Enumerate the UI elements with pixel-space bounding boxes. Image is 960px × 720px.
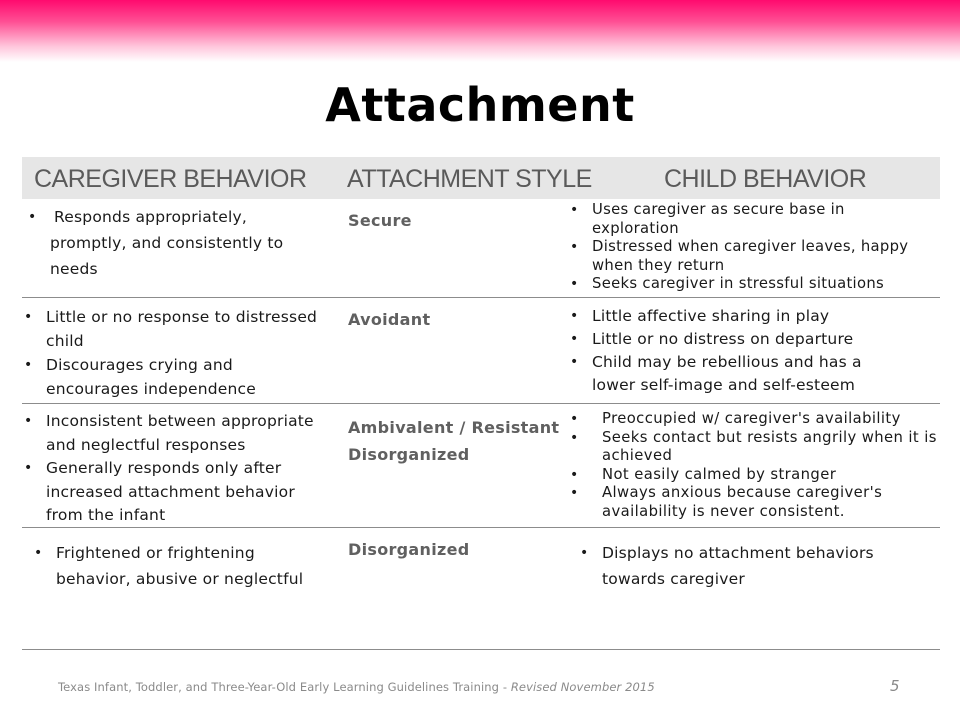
table-header — [22, 157, 940, 199]
row-secure-child — [566, 201, 926, 294]
header-attachment-style: ATTACHMENT STYLE — [347, 165, 592, 193]
style-avoidant: Avoidant — [348, 310, 431, 329]
list-item: • Child may be rebellious and has a lower self-image and self-esteem — [570, 353, 862, 394]
caregiver-text: Little or no response to distressed child — [46, 308, 318, 350]
list-item: • Not easily calmed by stranger — [570, 465, 837, 483]
style-ambivalent-resistant: Ambivalent / Resistant — [348, 418, 560, 437]
list-item: • Displays no attachment behaviors towards caregiver — [580, 544, 874, 588]
top-gradient-band — [0, 0, 960, 62]
row-divider — [22, 403, 940, 404]
table-bottom-rule — [22, 649, 940, 650]
row-disorganized-caregiver — [30, 540, 320, 592]
list-item: • Generally responds only after increased attachment behavior from the infant — [24, 459, 295, 524]
list-item: • Little affective sharing in play — [570, 307, 830, 325]
caregiver-text: Generally responds only after increased attachment behavior from the infant — [46, 459, 295, 524]
caregiver-text: Frightened or frightening behavior, abusive or neglectful — [56, 544, 304, 588]
slide-title: Attachment — [325, 78, 635, 132]
list-item: • Preoccupied w/ caregiver's availability — [570, 410, 901, 427]
list-item: • Distressed when caregiver leaves, happy when they return — [570, 238, 909, 274]
list-item: • Frightened or frightening behavior, abusive or neglectful — [34, 544, 304, 588]
child-text: Not easily calmed by stranger — [602, 465, 837, 483]
child-text: Displays no attachment behaviors towards caregiver — [602, 544, 874, 588]
header-caregiver-behavior: CAREGIVER BEHAVIOR — [34, 165, 307, 193]
caregiver-text: Responds appropriately, promptly, and consistently to needs — [50, 208, 284, 278]
child-text: Uses caregiver as secure base in exploration — [592, 201, 845, 237]
caregiver-text: Inconsistent between appropriate and neglectful responses — [46, 412, 314, 454]
list-item: • Uses caregiver as secure base in exploration — [570, 201, 845, 237]
child-text: Preoccupied w/ caregiver's availability — [602, 410, 901, 427]
style-disorganized: Disorganized — [348, 540, 470, 559]
header-child-behavior: CHILD BEHAVIOR — [664, 165, 867, 193]
list-item: • Seeks contact but resists angrily when it is achieved — [570, 428, 937, 464]
list-item: • Little or no response to distressed child — [24, 308, 318, 350]
row-divider — [22, 297, 940, 298]
child-text: Little or no distress on departure — [592, 330, 854, 348]
list-item: • Always anxious because caregiver's availability is never consistent. — [570, 484, 883, 520]
child-text: Distressed when caregiver leaves, happy when they return — [592, 238, 909, 274]
row-ambivalent-child — [566, 410, 942, 521]
list-item: • Responds appropriately, promptly, and consistently to needs — [28, 208, 284, 278]
child-text: Child may be rebellious and has a lower self-image and self-esteem — [592, 353, 862, 394]
row-secure-caregiver — [24, 204, 314, 282]
style-secure: Secure — [348, 211, 412, 230]
row-avoidant-child — [566, 305, 906, 397]
child-text: Seeks contact but resists angrily when it is achieved — [602, 428, 937, 464]
child-text: Little affective sharing in play — [592, 307, 830, 325]
footer-text: Texas Infant, Toddler, and Three-Year-Old Early Learning Guidelines Training - — [58, 680, 511, 694]
child-text: Always anxious because caregiver's availability is never consistent. — [602, 484, 883, 520]
row-divider — [22, 527, 940, 528]
list-item: • Seeks caregiver in stressful situations — [570, 275, 885, 292]
style-disorganized-sub: Disorganized — [348, 445, 470, 464]
footer-citation — [58, 680, 655, 694]
page-number: 5 — [890, 677, 900, 695]
row-ambivalent-caregiver — [20, 410, 336, 528]
row-avoidant-caregiver — [20, 305, 320, 401]
list-item: • Discourages crying and encourages independence — [24, 356, 256, 398]
child-text: Seeks caregiver in stressful situations — [592, 275, 885, 292]
row-disorganized-child — [576, 540, 896, 592]
list-item: • Little or no distress on departure — [570, 330, 854, 348]
footer-revised: Revised November 2015 — [510, 680, 655, 694]
list-item: • Inconsistent between appropriate and neglectful responses — [24, 412, 314, 454]
caregiver-text: Discourages crying and encourages independence — [46, 356, 256, 398]
